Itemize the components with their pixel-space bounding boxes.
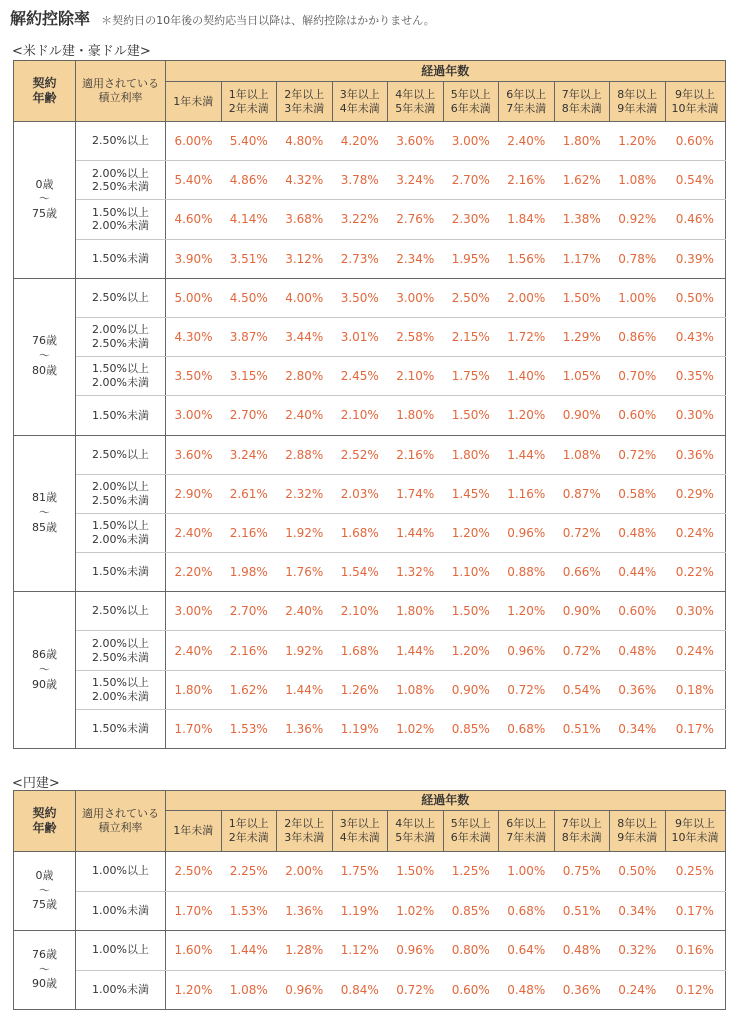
deduction-rate-cell: 1.16% bbox=[499, 474, 555, 513]
deduction-rate-cell: 3.50% bbox=[332, 278, 388, 317]
deduction-rate-cell: 0.35% bbox=[665, 357, 725, 396]
deduction-rate-cell: 1.72% bbox=[499, 317, 555, 356]
deduction-rate-cell: 0.36% bbox=[554, 970, 610, 1010]
deduction-rate-cell: 1.50% bbox=[443, 592, 499, 631]
deduction-rate-cell: 0.51% bbox=[554, 709, 610, 748]
deduction-rate-cell: 5.40% bbox=[166, 161, 222, 200]
deduction-rate-cell: 0.50% bbox=[610, 852, 666, 892]
deduction-rate-cell: 0.12% bbox=[665, 970, 725, 1010]
deduction-rate-cell: 0.36% bbox=[610, 670, 666, 709]
deduction-rate-cell: 1.45% bbox=[443, 474, 499, 513]
deduction-rate-cell: 0.70% bbox=[610, 357, 666, 396]
deduction-rate-cell: 0.54% bbox=[665, 161, 725, 200]
year-column-header: 1年以上 2年未満 bbox=[221, 811, 277, 852]
deduction-rate-cell: 1.80% bbox=[443, 435, 499, 474]
deduction-rate-cell: 1.60% bbox=[166, 931, 222, 971]
age-header: 契約 年齢 bbox=[14, 791, 76, 852]
rate-cell: 2.50%以上 bbox=[76, 122, 166, 161]
table-row bbox=[14, 513, 726, 552]
deduction-rate-cell: 1.25% bbox=[443, 852, 499, 892]
rate-cell: 1.50%未満 bbox=[76, 396, 166, 435]
deduction-rate-cell: 0.29% bbox=[665, 474, 725, 513]
deduction-rate-cell: 2.00% bbox=[277, 852, 333, 892]
deduction-rate-cell: 1.50% bbox=[554, 278, 610, 317]
deduction-rate-cell: 0.64% bbox=[499, 931, 555, 971]
deduction-rate-cell: 0.96% bbox=[277, 970, 333, 1010]
deduction-rate-cell: 0.17% bbox=[665, 709, 725, 748]
deduction-rate-cell: 1.92% bbox=[277, 631, 333, 670]
deduction-rate-cell: 0.22% bbox=[665, 553, 725, 592]
rate-cell: 1.50%以上 2.00%未満 bbox=[76, 670, 166, 709]
rate-header: 適用されている 積立利率 bbox=[76, 61, 166, 122]
deduction-rate-cell: 3.00% bbox=[166, 592, 222, 631]
deduction-rate-cell: 2.70% bbox=[443, 161, 499, 200]
page-title: 解約控除率 bbox=[10, 9, 91, 28]
deduction-rate-cell: 0.72% bbox=[554, 631, 610, 670]
deduction-rate-cell: 0.46% bbox=[665, 200, 725, 239]
deduction-rate-cell: 1.00% bbox=[610, 278, 666, 317]
deduction-rate-cell: 0.39% bbox=[665, 239, 725, 278]
year-column-header: 4年以上 5年未満 bbox=[388, 811, 444, 852]
deduction-rate-cell: 3.12% bbox=[277, 239, 333, 278]
deduction-rate-cell: 1.17% bbox=[554, 239, 610, 278]
deduction-rate-cell: 0.30% bbox=[665, 396, 725, 435]
deduction-rate-cell: 1.05% bbox=[554, 357, 610, 396]
deduction-rate-cell: 0.72% bbox=[388, 970, 444, 1010]
deduction-rate-cell: 1.68% bbox=[332, 513, 388, 552]
deduction-rate-cell: 0.90% bbox=[443, 670, 499, 709]
deduction-rate-cell: 2.30% bbox=[443, 200, 499, 239]
rate-header: 適用されている 積立利率 bbox=[76, 791, 166, 852]
deduction-rate-cell: 0.66% bbox=[554, 553, 610, 592]
deduction-rate-cell: 0.32% bbox=[610, 931, 666, 971]
deduction-rate-cell: 0.86% bbox=[610, 317, 666, 356]
deduction-rate-cell: 0.48% bbox=[554, 931, 610, 971]
table-row bbox=[14, 396, 726, 435]
year-column-header: 6年以上 7年未満 bbox=[499, 82, 555, 122]
deduction-rate-cell: 3.22% bbox=[332, 200, 388, 239]
year-column-header: 6年以上 7年未満 bbox=[499, 811, 555, 852]
deduction-rate-cell: 1.08% bbox=[221, 970, 277, 1010]
deduction-rate-cell: 2.70% bbox=[221, 592, 277, 631]
age-range-cell: 0歳 〜 75歳 bbox=[14, 852, 76, 931]
deduction-rate-cell: 2.40% bbox=[499, 122, 555, 161]
deduction-rate-cell: 4.60% bbox=[166, 200, 222, 239]
deduction-rate-cell: 0.80% bbox=[443, 931, 499, 971]
rate-cell: 1.50%未満 bbox=[76, 239, 166, 278]
deduction-rate-cell: 3.60% bbox=[166, 435, 222, 474]
deduction-rate-cell: 0.96% bbox=[499, 513, 555, 552]
deduction-rate-cell: 0.50% bbox=[665, 278, 725, 317]
rate-cell: 1.50%未満 bbox=[76, 709, 166, 748]
year-column-header: 2年以上 3年未満 bbox=[277, 811, 333, 852]
deduction-rate-cell: 0.48% bbox=[610, 513, 666, 552]
deduction-rate-cell: 1.38% bbox=[554, 200, 610, 239]
deduction-rate-cell: 1.80% bbox=[554, 122, 610, 161]
deduction-rate-cell: 4.20% bbox=[332, 122, 388, 161]
deduction-rate-cell: 0.60% bbox=[610, 592, 666, 631]
deduction-rate-cell: 1.36% bbox=[277, 891, 333, 931]
deduction-rate-cell: 1.08% bbox=[610, 161, 666, 200]
deduction-rate-cell: 1.44% bbox=[388, 513, 444, 552]
rate-cell: 2.00%以上 2.50%未満 bbox=[76, 474, 166, 513]
deduction-rate-cell: 0.92% bbox=[610, 200, 666, 239]
table-row bbox=[14, 474, 726, 513]
deduction-rate-cell: 2.73% bbox=[332, 239, 388, 278]
jpy-section-label: <円建> bbox=[12, 776, 60, 791]
year-column-header: 3年以上 4年未満 bbox=[332, 811, 388, 852]
deduction-rate-cell: 0.18% bbox=[665, 670, 725, 709]
deduction-rate-cell: 0.96% bbox=[388, 931, 444, 971]
deduction-rate-cell: 2.32% bbox=[277, 474, 333, 513]
deduction-rate-cell: 2.16% bbox=[221, 631, 277, 670]
rate-cell: 2.50%以上 bbox=[76, 592, 166, 631]
table-row bbox=[14, 631, 726, 670]
table-row bbox=[14, 970, 726, 1010]
deduction-rate-cell: 2.90% bbox=[166, 474, 222, 513]
deduction-rate-cell: 2.61% bbox=[221, 474, 277, 513]
deduction-rate-cell: 2.52% bbox=[332, 435, 388, 474]
deduction-rate-cell: 1.44% bbox=[499, 435, 555, 474]
deduction-rate-cell: 0.96% bbox=[499, 631, 555, 670]
deduction-rate-cell: 2.70% bbox=[221, 396, 277, 435]
deduction-rate-cell: 1.80% bbox=[388, 396, 444, 435]
deduction-rate-cell: 1.98% bbox=[221, 553, 277, 592]
deduction-rate-cell: 3.50% bbox=[166, 357, 222, 396]
table-row bbox=[14, 709, 726, 748]
deduction-rate-cell: 1.19% bbox=[332, 709, 388, 748]
rate-cell: 1.50%以上 2.00%未満 bbox=[76, 200, 166, 239]
deduction-rate-cell: 2.80% bbox=[277, 357, 333, 396]
deduction-rate-cell: 1.10% bbox=[443, 553, 499, 592]
year-column-header: 1年未満 bbox=[166, 82, 222, 122]
deduction-rate-cell: 3.51% bbox=[221, 239, 277, 278]
deduction-rate-cell: 0.72% bbox=[554, 513, 610, 552]
rate-cell: 1.50%未満 bbox=[76, 553, 166, 592]
usd-aud-rate-table bbox=[13, 60, 726, 749]
deduction-rate-cell: 3.01% bbox=[332, 317, 388, 356]
deduction-rate-cell: 2.45% bbox=[332, 357, 388, 396]
deduction-rate-cell: 0.24% bbox=[665, 513, 725, 552]
deduction-rate-cell: 4.50% bbox=[221, 278, 277, 317]
deduction-rate-cell: 3.87% bbox=[221, 317, 277, 356]
deduction-rate-cell: 5.00% bbox=[166, 278, 222, 317]
deduction-rate-cell: 0.54% bbox=[554, 670, 610, 709]
deduction-rate-cell: 1.70% bbox=[166, 709, 222, 748]
rate-cell: 1.00%未満 bbox=[76, 891, 166, 931]
deduction-rate-cell: 1.20% bbox=[166, 970, 222, 1010]
deduction-rate-cell: 1.20% bbox=[610, 122, 666, 161]
rate-cell: 2.00%以上 2.50%未満 bbox=[76, 317, 166, 356]
deduction-rate-cell: 1.44% bbox=[277, 670, 333, 709]
deduction-rate-cell: 0.48% bbox=[499, 970, 555, 1010]
deduction-rate-cell: 1.76% bbox=[277, 553, 333, 592]
deduction-rate-cell: 1.20% bbox=[499, 592, 555, 631]
deduction-rate-cell: 3.78% bbox=[332, 161, 388, 200]
jpy-rate-table bbox=[13, 790, 726, 1010]
deduction-rate-cell: 3.68% bbox=[277, 200, 333, 239]
deduction-rate-cell: 1.20% bbox=[443, 631, 499, 670]
deduction-rate-cell: 2.20% bbox=[166, 553, 222, 592]
deduction-rate-cell: 0.58% bbox=[610, 474, 666, 513]
deduction-rate-cell: 0.44% bbox=[610, 553, 666, 592]
table-row bbox=[14, 239, 726, 278]
deduction-rate-cell: 0.34% bbox=[610, 891, 666, 931]
deduction-rate-cell: 0.51% bbox=[554, 891, 610, 931]
deduction-rate-cell: 2.16% bbox=[499, 161, 555, 200]
deduction-rate-cell: 0.68% bbox=[499, 709, 555, 748]
deduction-rate-cell: 0.34% bbox=[610, 709, 666, 748]
rate-cell: 2.00%以上 2.50%未満 bbox=[76, 631, 166, 670]
deduction-rate-cell: 1.80% bbox=[388, 592, 444, 631]
deduction-rate-cell: 1.50% bbox=[443, 396, 499, 435]
deduction-rate-cell: 0.24% bbox=[665, 631, 725, 670]
elapsed-years-header: 経過年数 bbox=[166, 791, 726, 811]
deduction-rate-cell: 0.75% bbox=[554, 852, 610, 892]
deduction-rate-cell: 1.95% bbox=[443, 239, 499, 278]
deduction-rate-cell: 2.15% bbox=[443, 317, 499, 356]
header-row-top bbox=[14, 791, 726, 811]
deduction-rate-cell: 0.72% bbox=[610, 435, 666, 474]
deduction-rate-cell: 2.40% bbox=[166, 513, 222, 552]
year-column-header: 8年以上 9年未満 bbox=[610, 82, 666, 122]
deduction-rate-cell: 3.00% bbox=[388, 278, 444, 317]
deduction-rate-cell: 1.74% bbox=[388, 474, 444, 513]
deduction-rate-cell: 0.78% bbox=[610, 239, 666, 278]
table-row bbox=[14, 357, 726, 396]
table-row bbox=[14, 592, 726, 631]
deduction-rate-cell: 1.53% bbox=[221, 709, 277, 748]
deduction-rate-cell: 4.80% bbox=[277, 122, 333, 161]
deduction-rate-cell: 3.00% bbox=[443, 122, 499, 161]
rate-cell: 1.00%以上 bbox=[76, 852, 166, 892]
deduction-rate-cell: 1.08% bbox=[554, 435, 610, 474]
deduction-rate-cell: 4.30% bbox=[166, 317, 222, 356]
deduction-rate-cell: 1.68% bbox=[332, 631, 388, 670]
deduction-rate-cell: 2.34% bbox=[388, 239, 444, 278]
deduction-rate-cell: 0.60% bbox=[665, 122, 725, 161]
deduction-rate-cell: 0.60% bbox=[610, 396, 666, 435]
table-row bbox=[14, 852, 726, 892]
deduction-rate-cell: 1.75% bbox=[443, 357, 499, 396]
age-range-cell: 81歳 〜 85歳 bbox=[14, 435, 76, 592]
deduction-rate-cell: 1.70% bbox=[166, 891, 222, 931]
deduction-rate-cell: 1.00% bbox=[499, 852, 555, 892]
page-note: ＊契約日の10年後の契約応当日以降は、解約控除はかかりません。 bbox=[101, 14, 435, 27]
deduction-rate-cell: 2.58% bbox=[388, 317, 444, 356]
table-row bbox=[14, 122, 726, 161]
deduction-rate-cell: 0.48% bbox=[610, 631, 666, 670]
age-range-cell: 76歳 〜 90歳 bbox=[14, 931, 76, 1010]
year-column-header: 5年以上 6年未満 bbox=[443, 82, 499, 122]
year-column-header: 9年以上 10年未満 bbox=[665, 82, 725, 122]
rate-cell: 2.50%以上 bbox=[76, 278, 166, 317]
usd-aud-section-label: <米ドル建・豪ドル建> bbox=[12, 44, 151, 59]
deduction-rate-cell: 2.50% bbox=[443, 278, 499, 317]
deduction-rate-cell: 3.00% bbox=[166, 396, 222, 435]
year-column-header: 5年以上 6年未満 bbox=[443, 811, 499, 852]
year-column-header: 7年以上 8年未満 bbox=[554, 82, 610, 122]
deduction-rate-cell: 1.08% bbox=[388, 670, 444, 709]
table-row bbox=[14, 891, 726, 931]
deduction-rate-cell: 3.60% bbox=[388, 122, 444, 161]
deduction-rate-cell: 0.87% bbox=[554, 474, 610, 513]
deduction-rate-cell: 5.40% bbox=[221, 122, 277, 161]
deduction-rate-cell: 2.88% bbox=[277, 435, 333, 474]
year-column-header: 8年以上 9年未満 bbox=[610, 811, 666, 852]
deduction-rate-cell: 2.25% bbox=[221, 852, 277, 892]
deduction-rate-cell: 4.14% bbox=[221, 200, 277, 239]
deduction-rate-cell: 3.90% bbox=[166, 239, 222, 278]
deduction-rate-cell: 1.19% bbox=[332, 891, 388, 931]
deduction-rate-cell: 3.44% bbox=[277, 317, 333, 356]
deduction-rate-cell: 2.00% bbox=[499, 278, 555, 317]
deduction-rate-cell: 4.00% bbox=[277, 278, 333, 317]
deduction-rate-cell: 2.50% bbox=[166, 852, 222, 892]
deduction-rate-cell: 4.86% bbox=[221, 161, 277, 200]
table-row bbox=[14, 161, 726, 200]
elapsed-years-header: 経過年数 bbox=[166, 61, 726, 82]
header-row-top bbox=[14, 61, 726, 82]
table-row bbox=[14, 670, 726, 709]
deduction-rate-cell: 1.80% bbox=[166, 670, 222, 709]
deduction-rate-cell: 6.00% bbox=[166, 122, 222, 161]
deduction-rate-cell: 2.40% bbox=[277, 592, 333, 631]
deduction-rate-cell: 0.85% bbox=[443, 891, 499, 931]
deduction-rate-cell: 1.50% bbox=[388, 852, 444, 892]
year-column-header: 1年以上 2年未満 bbox=[221, 82, 277, 122]
deduction-rate-cell: 1.20% bbox=[499, 396, 555, 435]
deduction-rate-cell: 1.36% bbox=[277, 709, 333, 748]
year-column-header: 7年以上 8年未満 bbox=[554, 811, 610, 852]
deduction-rate-cell: 0.60% bbox=[443, 970, 499, 1010]
deduction-rate-cell: 0.84% bbox=[332, 970, 388, 1010]
page-header bbox=[10, 6, 435, 29]
year-column-header: 1年未満 bbox=[166, 811, 222, 852]
deduction-rate-cell: 1.26% bbox=[332, 670, 388, 709]
year-column-header: 3年以上 4年未満 bbox=[332, 82, 388, 122]
deduction-rate-cell: 1.28% bbox=[277, 931, 333, 971]
deduction-rate-cell: 0.85% bbox=[443, 709, 499, 748]
deduction-rate-cell: 2.40% bbox=[277, 396, 333, 435]
deduction-rate-cell: 0.30% bbox=[665, 592, 725, 631]
deduction-rate-cell: 1.32% bbox=[388, 553, 444, 592]
deduction-rate-cell: 1.29% bbox=[554, 317, 610, 356]
year-column-header: 4年以上 5年未満 bbox=[388, 82, 444, 122]
deduction-rate-cell: 1.02% bbox=[388, 891, 444, 931]
deduction-rate-cell: 1.92% bbox=[277, 513, 333, 552]
deduction-rate-cell: 3.15% bbox=[221, 357, 277, 396]
deduction-rate-cell: 1.75% bbox=[332, 852, 388, 892]
deduction-rate-cell: 1.02% bbox=[388, 709, 444, 748]
deduction-rate-cell: 2.10% bbox=[332, 396, 388, 435]
deduction-rate-cell: 0.88% bbox=[499, 553, 555, 592]
deduction-rate-cell: 1.40% bbox=[499, 357, 555, 396]
age-range-cell: 86歳 〜 90歳 bbox=[14, 592, 76, 749]
deduction-rate-cell: 1.56% bbox=[499, 239, 555, 278]
deduction-rate-cell: 2.40% bbox=[166, 631, 222, 670]
table-row bbox=[14, 317, 726, 356]
table-row bbox=[14, 553, 726, 592]
deduction-rate-cell: 0.36% bbox=[665, 435, 725, 474]
table-row bbox=[14, 200, 726, 239]
deduction-rate-cell: 1.12% bbox=[332, 931, 388, 971]
year-column-header: 2年以上 3年未満 bbox=[277, 82, 333, 122]
age-range-cell: 76歳 〜 80歳 bbox=[14, 278, 76, 435]
deduction-rate-cell: 2.16% bbox=[388, 435, 444, 474]
deduction-rate-cell: 0.24% bbox=[610, 970, 666, 1010]
deduction-rate-cell: 0.43% bbox=[665, 317, 725, 356]
deduction-rate-cell: 1.84% bbox=[499, 200, 555, 239]
deduction-rate-cell: 0.90% bbox=[554, 396, 610, 435]
deduction-rate-cell: 0.90% bbox=[554, 592, 610, 631]
deduction-rate-cell: 2.76% bbox=[388, 200, 444, 239]
rate-cell: 1.00%以上 bbox=[76, 931, 166, 971]
age-range-cell: 0歳 〜 75歳 bbox=[14, 122, 76, 279]
deduction-rate-cell: 2.03% bbox=[332, 474, 388, 513]
deduction-rate-cell: 0.17% bbox=[665, 891, 725, 931]
table-row bbox=[14, 278, 726, 317]
deduction-rate-cell: 0.68% bbox=[499, 891, 555, 931]
deduction-rate-cell: 1.20% bbox=[443, 513, 499, 552]
deduction-rate-cell: 2.16% bbox=[221, 513, 277, 552]
deduction-rate-cell: 1.44% bbox=[221, 931, 277, 971]
deduction-rate-cell: 2.10% bbox=[388, 357, 444, 396]
deduction-rate-cell: 1.44% bbox=[388, 631, 444, 670]
deduction-rate-cell: 3.24% bbox=[388, 161, 444, 200]
rate-cell: 2.50%以上 bbox=[76, 435, 166, 474]
deduction-rate-cell: 4.32% bbox=[277, 161, 333, 200]
deduction-rate-cell: 1.62% bbox=[554, 161, 610, 200]
deduction-rate-cell: 0.16% bbox=[665, 931, 725, 971]
deduction-rate-cell: 0.72% bbox=[499, 670, 555, 709]
table-row bbox=[14, 435, 726, 474]
table-row bbox=[14, 931, 726, 971]
deduction-rate-cell: 1.62% bbox=[221, 670, 277, 709]
deduction-rate-cell: 2.10% bbox=[332, 592, 388, 631]
rate-cell: 2.00%以上 2.50%未満 bbox=[76, 161, 166, 200]
year-column-header: 9年以上 10年未満 bbox=[665, 811, 725, 852]
rate-cell: 1.50%以上 2.00%未満 bbox=[76, 513, 166, 552]
rate-cell: 1.50%以上 2.00%未満 bbox=[76, 357, 166, 396]
deduction-rate-cell: 0.25% bbox=[665, 852, 725, 892]
deduction-rate-cell: 1.54% bbox=[332, 553, 388, 592]
deduction-rate-cell: 1.53% bbox=[221, 891, 277, 931]
rate-cell: 1.00%未満 bbox=[76, 970, 166, 1010]
deduction-rate-cell: 3.24% bbox=[221, 435, 277, 474]
age-header: 契約 年齢 bbox=[14, 61, 76, 122]
